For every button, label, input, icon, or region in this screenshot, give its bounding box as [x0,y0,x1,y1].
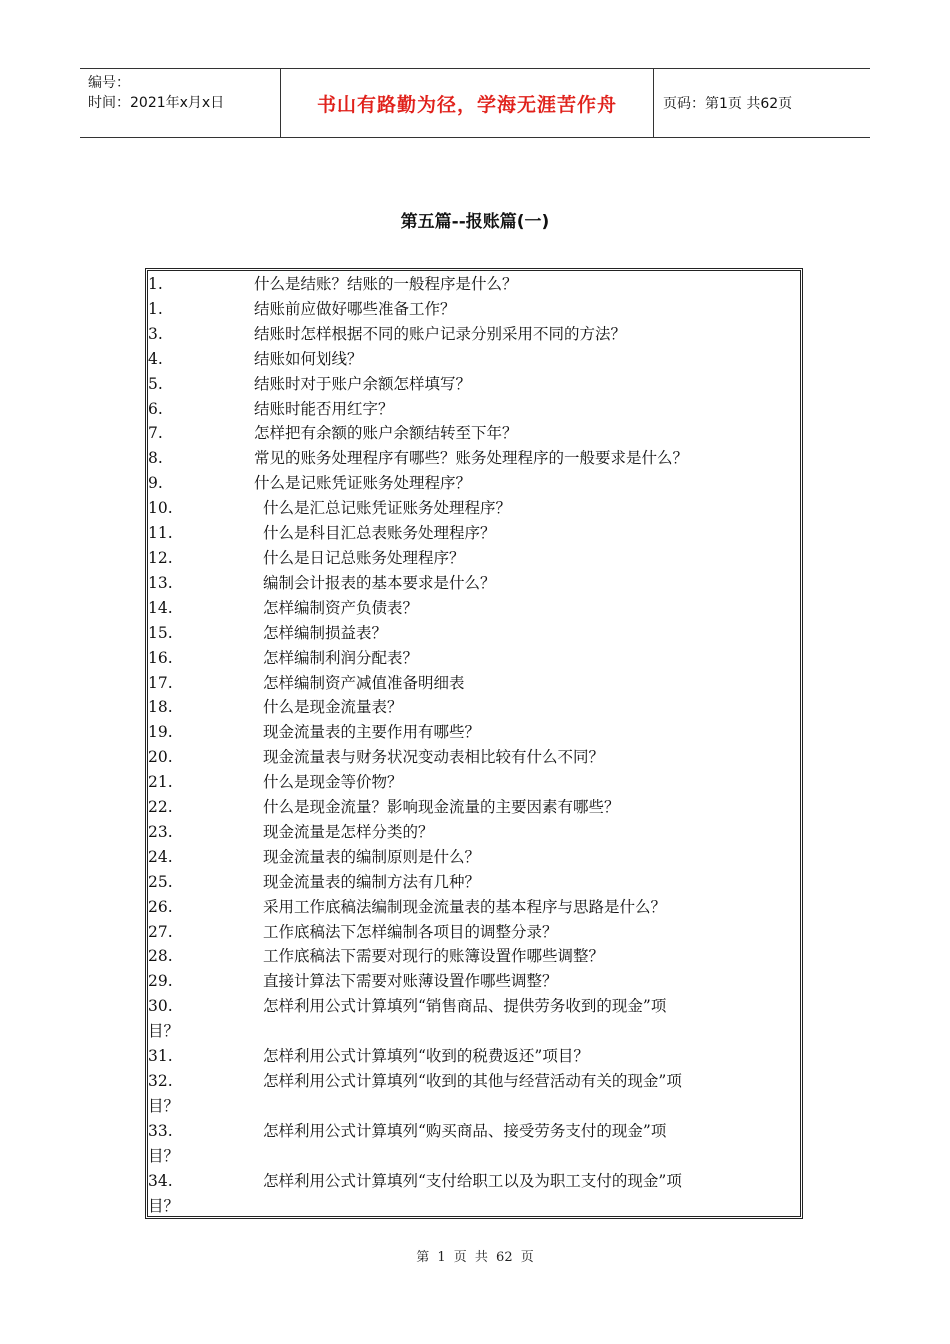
list-item-text: 什么是科目汇总表账务处理程序？ [263,524,496,543]
list-item-number: 21. [148,773,173,792]
document-date-label: 时间：2021年x月x日 [88,95,225,111]
list-item-number: 20. [148,748,173,767]
list-item-number: 19. [148,723,173,742]
list-item-number: 25. [148,872,173,891]
list-item [148,521,800,546]
list-item [148,646,800,671]
list-item-text: 直接计算法下需要对账薄设置作哪些调整？ [263,972,558,991]
list-item-number: 26. [148,897,173,916]
list-item-number: 28. [148,947,173,966]
list-item [148,671,800,696]
list-item-number: 29. [148,972,173,991]
list-item-number: 12. [148,548,173,567]
list-item-number: 24. [148,847,173,866]
list-item-text: 什么是现金等价物？ [263,773,403,792]
list-item-number: 1. [148,299,163,318]
list-item-number: 3. [148,324,163,343]
list-item [148,870,800,895]
list-item-number: 4. [148,349,163,368]
question-list [148,272,800,1218]
header-motto: 书山有路勤为径，学海无涯苦作舟 [281,69,654,137]
list-item-text: 什么是记账凭证账务处理程序？ [254,474,472,493]
list-item-text: 什么是现金流量表？ [263,698,403,717]
list-item [148,969,800,994]
list-item-text: 现金流量表的主要作用有哪些？ [263,723,481,742]
list-item-number: 7. [148,424,163,443]
list-item-number: 14. [148,598,173,617]
list-item [148,695,800,720]
list-item [148,496,800,521]
document-number-label: 编号： [88,75,130,91]
list-item-text: 工作底稿法下需要对现行的账簿设置作哪些调整？ [263,947,605,966]
list-item-number: 6. [148,399,163,418]
list-item-text: 结账时能否用红字？ [254,399,394,418]
list-item [148,944,800,969]
list-item-text: 现金流量表的编制原则是什么？ [263,847,481,866]
list-item [148,446,800,471]
list-item-number: 13. [148,573,173,592]
list-item-text: 结账时对于账户余额怎样填写？ [254,374,472,393]
list-item [148,272,800,297]
list-item [148,845,800,870]
list-item-text: 怎样编制资产负债表？ [263,598,419,617]
list-item-number: 32. [148,1072,173,1090]
list-item-text-continuation: 目？ [148,1196,180,1215]
list-item [148,920,800,945]
list-item [148,621,800,646]
list-item-text-continuation: 目？ [148,1146,180,1165]
list-item-number: 15. [148,623,173,642]
list-item-text: 现金流量是怎样分类的？ [263,822,434,841]
header-page-info: 页码：第1页 共62页 [663,96,793,112]
list-item [148,1044,800,1069]
list-item-text: 常见的账务处理程序有哪些？账务处理程序的一般要求是什么？ [254,449,689,468]
list-item-number: 23. [148,822,173,841]
list-item [148,297,800,322]
list-item [148,372,800,397]
page-title: 第五篇--报账篇(一) [400,212,550,232]
list-item-text: 什么是日记总账务处理程序？ [263,548,465,567]
list-item-number: 1. [148,275,163,293]
page-header [80,68,870,138]
list-item [148,596,800,621]
list-item [148,322,800,347]
list-item-text: 采用工作底稿法编制现金流量表的基本程序与思路是什么？ [263,897,667,916]
list-item [148,720,800,745]
list-item [148,994,800,1044]
list-item-text: 结账如何划线？ [254,349,363,368]
list-item [148,1169,800,1219]
list-item-text: 现金流量表与财务状况变动表相比较有什么不同？ [263,748,605,767]
list-item-text: 怎样编制损益表？ [263,623,388,642]
page-footer: 第 1 页 共 62 页 [416,1250,534,1265]
list-item-text: 什么是汇总记账凭证账务处理程序？ [263,499,512,518]
list-item [148,571,800,596]
list-item-text: 怎样利用公式计算填列“收到的其他与经营活动有关的现金”项 [263,1072,682,1090]
list-item-number: 9. [148,474,163,493]
list-item-number: 10. [148,499,173,518]
list-item-number: 31. [148,1047,173,1066]
list-item-text: 编制会计报表的基本要求是什么？ [263,573,496,592]
list-item [148,397,800,422]
list-item-number: 34. [148,1171,173,1190]
list-item-number: 22. [148,798,173,817]
list-item-text: 怎样利用公式计算填列“销售商品、提供劳务收到的现金”项 [263,997,667,1016]
list-item-text: 怎样利用公式计算填列“支付给职工以及为职工支付的现金”项 [263,1171,682,1190]
list-item-number: 17. [148,673,173,692]
list-item-number: 11. [148,524,173,543]
list-item [148,1119,800,1169]
list-item-text: 什么是结账？结账的一般程序是什么？ [254,275,518,293]
header-meta [80,69,281,137]
list-item [148,820,800,845]
list-item [148,471,800,496]
list-item [148,895,800,920]
list-item-text: 现金流量表的编制方法有几种？ [263,872,481,891]
list-item-text-continuation: 目？ [148,1022,180,1041]
list-item-text: 什么是现金流量？影响现金流量的主要因素有哪些？ [263,798,620,817]
list-item [148,546,800,571]
list-item-number: 33. [148,1121,173,1140]
list-item [148,795,800,820]
list-item-text: 怎样把有余额的账户余额结转至下年？ [254,424,518,443]
list-item-text: 怎样利用公式计算填列“购买商品、接受劳务支付的现金”项 [263,1121,667,1140]
list-item [148,745,800,770]
list-item-number: 27. [148,922,173,941]
list-item [148,770,800,795]
list-item-text: 结账时怎样根据不同的账户记录分别采用不同的方法？ [254,324,627,343]
list-item-text-continuation: 目？ [148,1096,180,1115]
list-item-text: 结账前应做好哪些准备工作？ [254,299,456,318]
list-item-text: 怎样编制资产减值准备明细表 [263,673,465,692]
list-item-text: 怎样编制利润分配表？ [263,648,419,667]
list-item-number: 30. [148,997,173,1016]
list-item-number: 5. [148,374,163,393]
list-item [148,347,800,372]
list-item-number: 18. [148,698,173,717]
list-item-number: 8. [148,449,163,468]
list-item [148,421,800,446]
list-item-text: 工作底稿法下怎样编制各项目的调整分录？ [263,922,558,941]
list-item-number: 16. [148,648,173,667]
list-item-text: 怎样利用公式计算填列“收到的税费返还”项目？ [263,1047,589,1066]
list-item [148,1069,800,1119]
